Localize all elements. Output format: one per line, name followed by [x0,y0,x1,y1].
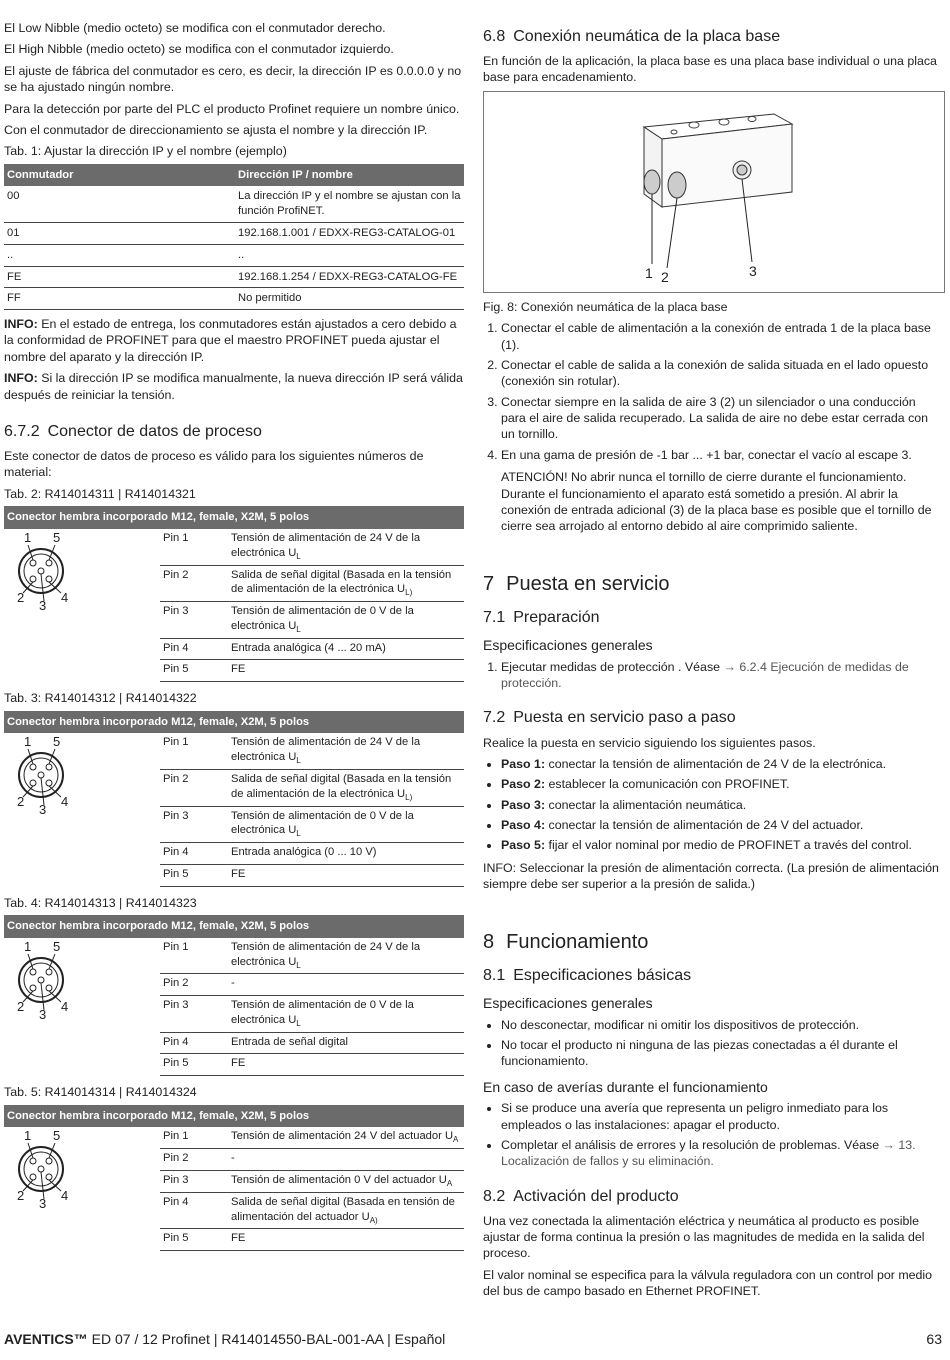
info-label: INFO: [4,371,38,386]
pin-description [228,1054,464,1076]
section-number: 8.1 [483,966,506,984]
pin-label: 5 [53,1128,61,1144]
pin-description [228,1170,464,1192]
pin-description-text: FE [231,663,246,676]
pin-description [228,733,464,769]
table-row [4,288,464,310]
pin-label: 2 [17,794,25,810]
pin-description [228,974,464,996]
pin-label: 1 [24,529,32,545]
pin-label: 1 [24,1128,32,1144]
base-plate-figure [483,91,945,293]
intro-line: El ajuste de fábrica del conmutador es cero, es decir, la dirección IP es 0.0.0.0 y no se ha ajustado ningún nombre. [4,63,462,95]
info-note [4,316,464,365]
prep-list [483,659,943,692]
pin-number: Pin 4 [160,638,228,660]
list-item: • Si se produce una avería que representa un peligro inmediato para los empleados o las instalaciones: apagar el producto. [501,1100,943,1133]
cross-ref-link[interactable]: → 13. Localización de fallos y su eliminación. [501,1137,916,1169]
table-caption: Tab. 4: R414014313 | R414014323 [4,895,197,910]
section-title: Preparación [513,609,600,627]
info-label: INFO: [4,317,38,332]
callout-3: 3 [749,262,757,279]
list-item [501,447,943,535]
pin-description [228,660,464,682]
section-heading [483,965,943,986]
section-title: Activación del producto [513,1187,679,1205]
pin-description-text: Salida de señal digital (Basada en tensión de alimentación del actuador U [231,1195,455,1223]
subscript: L [296,625,301,635]
ip-table [4,164,464,310]
pin-label: 5 [53,734,61,750]
pin-description-text: FE [231,867,246,880]
pin-number: Pin 4 [160,1032,228,1054]
step-text: establecer la comunicación con PROFINET. [548,777,790,792]
m12-connector-icon [4,938,160,1076]
pin-label: 2 [17,998,25,1014]
pin-description [228,602,464,639]
subscript: A) [369,1215,378,1225]
info-text: Si la dirección IP se modifica manualmente, la nueva dirección IP será válida después de reiniciar la tensión. [4,371,463,402]
list-item [501,797,943,813]
subscript: A [453,1135,459,1145]
table-row [4,1127,464,1148]
subscript: L [296,756,301,766]
pin-number: Pin 5 [160,660,228,682]
pin-description-text: Tensión de alimentación de 24 V de la electrónica U [231,940,421,968]
pin-description-text: - [231,1152,235,1165]
list-item [501,776,943,792]
pin-table-header: Conector hembra incorporado M12, female, X2M, 5 polos [4,1105,464,1128]
pin-label: 4 [61,998,69,1014]
step-label: Paso 5: [501,838,546,853]
pin-number: Pin 2 [160,974,228,996]
pin-label: 3 [39,1196,47,1212]
cell: La dirección IP y el nombre se ajustan con la función ProfiNET. [235,186,464,222]
list-item: 2. Conectar el cable de salida a la conexión de salida situada en el lado opuesto (conexión sin rotular). [501,357,943,390]
pin-description [228,864,464,886]
pin-description [228,638,464,660]
pin-number: Pin 5 [160,1054,228,1076]
list-item: • No tocar el producto ni ninguna de las piezas conectadas a él durante el funcionamiento. [501,1037,943,1070]
pin-label: 1 [24,734,32,750]
intro-line: Para la detección por parte del PLC el producto Profinet requiere un nombre único. [4,101,460,116]
pin-description [228,996,464,1033]
pin-number: Pin 5 [160,864,228,886]
pin-label: 1 [24,938,32,954]
callout-1: 1 [645,264,653,281]
pin-label: 2 [17,1188,25,1204]
pin-number: Pin 1 [160,938,228,974]
subheading: Especificaciones generales [483,637,653,654]
section-heading [483,1186,943,1207]
pin-label: 3 [39,1006,47,1022]
section-title: Conexión neumática de la placa base [513,28,781,45]
cross-ref-link[interactable]: → 6.2.4 Ejecución de medidas de protección. [501,659,909,691]
callout-2: 2 [661,268,669,285]
section-number: 7.2 [483,709,506,727]
pin-description-text: Tensión de alimentación de 0 V de la electrónica U [231,809,414,837]
cell: .. [4,244,235,266]
pin-description-text: Tensión de alimentación 0 V del actuador U [231,1173,447,1186]
chapter-number: 7 [483,572,495,595]
warning-note [501,469,943,535]
pin-label: 4 [61,1188,69,1204]
pin-number: Pin 4 [160,843,228,865]
list-item [501,756,943,772]
pin-number: Pin 2 [160,1149,228,1171]
pin-description [228,1127,464,1148]
info-note [4,370,464,403]
table-caption: Tab. 2: R414014311 | R414014321 [4,486,196,501]
footer-text: ED 07 / 12 Profinet | R414014550-BAL-001-AA | Español [87,1331,446,1347]
steps-list [483,320,943,535]
info-text: Seleccionar la presión de alimentación correcta. (La presión de alimentación siempre debe ser superior a la presión de salida.) [483,860,939,892]
pin-description-text: Tensión de alimentación de 24 V de la electrónica U [231,736,421,764]
section-title: Especificaciones básicas [513,966,692,984]
paragraph: En función de la aplicación, la placa base es una placa base individual o una placa base para encadenamiento. [483,54,937,85]
pin-description [228,1149,464,1171]
pin-description [228,529,464,565]
section-title: Conector de datos de proceso [47,422,262,440]
subscript: L [296,552,301,561]
pin-description [228,769,464,806]
m12-connector-icon [4,529,160,682]
table-row [4,244,464,266]
pin-number: Pin 2 [160,769,228,806]
pin-label: 2 [17,589,25,605]
pin-description-text: Tensión de alimentación de 0 V de la electrónica U [231,605,414,632]
pin-description-text: Tensión de alimentación de 0 V de la electrónica U [231,999,414,1026]
section-number: 6.8 [483,28,506,45]
pin-description-text: Entrada de señal digital [231,1035,348,1048]
chapter-title: Funcionamiento [506,930,649,953]
pin-label: 5 [53,938,61,954]
section-heading [483,607,943,628]
pin-description-text: FE [231,1057,246,1070]
pin-description [228,1192,464,1229]
pin-number: Pin 3 [160,806,228,843]
pin-label: 4 [61,794,69,810]
pin-description [228,938,464,974]
item-text: Completar el análisis de errores y la resolución de problemas. Véase [501,1137,883,1152]
info-note [483,860,943,893]
paragraph: Este conector de datos de proceso es válido para los siguientes números de material: [4,449,424,480]
subscript: L [296,829,301,839]
tab1-caption: Tab. 1: Ajustar la dirección IP y el nombre (ejemplo) [4,144,287,159]
table-row [4,938,464,974]
info-label: INFO: [483,860,517,875]
pin-description-text: - [231,977,235,990]
step-label: Paso 3: [501,797,546,812]
pin-description-text: Tensión de alimentación de 24 V de la electrónica U [231,531,421,559]
step-text: fijar el valor nominal por medio de PROFINET a través del control. [548,838,912,853]
pin-label: 3 [39,802,47,818]
pin-table [4,1105,464,1251]
page-footer [4,1330,445,1348]
warning-label: ATENCIÓN! [501,470,568,485]
cell: .. [235,244,464,266]
paragraph: Una vez conectada la alimentación eléctrica y neumática al producto es posible ajustar de forma continua la presión o las magnitudes de medida en la salida del proceso. [483,1213,925,1261]
pin-number: Pin 2 [160,565,228,602]
pin-description-text: Salida de señal digital (Basada en la tensión de alimentación de la electrónica U [231,772,452,800]
intro-line: El High Nibble (medio octeto) se modifica con el conmutador izquierdo. [4,42,394,57]
section-number: 6.7.2 [4,422,40,440]
subscript: L [296,1019,301,1029]
table-row [4,529,464,565]
col-header: Conmutador [4,164,235,187]
brand: AVENTICS™ [4,1331,88,1347]
m12-connector-icon [4,733,160,886]
pin-description-text: Salida de señal digital (Basada en la tensión de alimentación de la electrónica U [231,568,452,596]
cell: 01 [4,222,235,244]
left-column [4,20,464,1259]
pin-table [4,506,464,682]
pin-label: 5 [53,529,61,545]
chapter-number: 8 [483,930,495,953]
list-item [501,817,943,833]
section-title: Puesta en servicio paso a paso [513,709,736,727]
list-item: 1. Conectar el cable de alimentación a la conexión de entrada 1 de la placa base (1). [501,320,943,353]
pin-description [228,843,464,865]
step-text: conectar la tensión de alimentación de 24 V del actuador. [548,818,864,833]
cell: FF [4,288,235,310]
general-specs-list [483,1017,943,1070]
fault-list [483,1100,943,1170]
intro-line: El Low Nibble (medio octeto) se modifica con el conmutador derecho. [4,21,386,35]
table-row [4,733,464,769]
pin-number: Pin 1 [160,529,228,565]
step-label: Paso 4: [501,818,546,833]
pin-description-text: FE [231,1232,246,1245]
section-heading [4,421,464,442]
page-number: 63 [926,1331,942,1347]
pin-number: Pin 1 [160,733,228,769]
chapter-heading [483,571,943,597]
subscript: L) [405,792,413,802]
warning-text: No abrir nunca el tornillo de cierre durante el funcionamiento. Durante el funcionamiento el aparato está sometido a presión. Al abrir la conexión de entrada adicional (3) de la placa base es posible que el tornillo de cierre sea arrojado al entorno debido al aire comprimido saliente. [501,470,932,534]
section-number: 8.2 [483,1187,506,1205]
pin-number: Pin 5 [160,1229,228,1251]
m12-connector-icon [4,1127,160,1250]
table-row [4,266,464,288]
paragraph: Realice la puesta en servicio siguiendo los siguientes pasos. [483,735,816,750]
subheading: Especificaciones generales [483,995,653,1012]
step-label: Paso 1: [501,756,546,771]
subscript: A [446,1179,453,1189]
list-item: 3. Conectar siempre en la salida de aire 3 (2) un silenciador o una conducción para el aire de salida recuperado. La salida de aire no debe estar cerrada con un tornillo. [501,394,943,443]
right-column [483,26,943,1305]
pin-description-text: Tensión de alimentación 24 V del actuador U [231,1130,454,1143]
pin-table [4,711,464,887]
intro-line: Con el conmutador de direccionamiento se ajusta el nombre y la dirección IP. [4,122,428,137]
table-caption: Tab. 3: R414014312 | R414014322 [4,691,197,706]
pin-table-header: Conector hembra incorporado M12, female, X2M, 5 polos [4,711,464,734]
section-heading [483,26,943,47]
step-text: En una gama de presión de -1 bar ... +1 bar, conectar el vacío al escape 3. [501,447,912,462]
pin-table-header: Conector hembra incorporado M12, female, X2M, 5 polos [4,506,464,529]
pin-tables [4,486,464,1251]
figure-caption: Fig. 8: Conexión neumática de la placa base [483,299,728,314]
pin-number: Pin 3 [160,602,228,639]
cell: 00 [4,186,235,222]
chapter-title: Puesta en servicio [506,572,670,595]
pin-number: Pin 3 [160,996,228,1033]
cell: 192.168.1.001 / EDXX-REG3-CATALOG-01 [235,222,464,244]
step-text: conectar la tensión de alimentación de 24 V de la electrónica. [548,756,887,771]
table-caption: Tab. 5: R414014314 | R414014324 [4,1085,197,1100]
steps-bullets [483,756,943,854]
subheading: En caso de averías durante el funcionamiento [483,1078,768,1095]
paragraph: El valor nominal se especifica para la válvula reguladora con un control por medio del bus de campo basado en Ethernet PROFINET. [483,1267,933,1299]
list-item: • No desconectar, modificar ni omitir los dispositivos de protección. [501,1017,943,1033]
section-heading [483,707,943,728]
item-text: Ejecutar medidas de protección . Véase [501,659,724,674]
pin-table [4,915,464,1076]
pin-number: Pin 1 [160,1127,228,1148]
section-number: 7.1 [483,609,506,627]
cell: FE [4,266,235,288]
subscript: L [296,960,301,970]
pin-number: Pin 3 [160,1170,228,1192]
pin-table-header: Conector hembra incorporado M12, female, X2M, 5 polos [4,915,464,938]
chapter-heading [483,929,943,955]
pin-description-text: Entrada analógica (0 ... 10 V) [231,846,377,859]
base-plate-drawing [484,92,944,292]
pin-label: 4 [61,589,69,605]
step-text: conectar la alimentación neumática. [548,797,747,812]
list-item [501,659,943,692]
info-text: En el estado de entrega, los conmutadores están ajustados a cero debido a la conformidad de PROFINET para que el maestro PROFINET pueda ajustar el nombre del aparato y la dirección IP. [4,317,457,364]
pin-label: 3 [39,597,47,613]
pin-description [228,806,464,843]
pin-description [228,565,464,602]
col-header: Dirección IP / nombre [235,164,464,187]
table-row [4,222,464,244]
table-row [4,186,464,222]
list-item [501,1137,943,1170]
pin-number: Pin 4 [160,1192,228,1229]
pin-description-text: Entrada analógica (4 ... 20 mA) [231,641,386,654]
pin-description [228,1229,464,1251]
subscript: L) [405,588,413,598]
pin-description [228,1032,464,1054]
list-item [501,837,943,853]
cell: No permitido [235,288,464,310]
cell: 192.168.1.254 / EDXX-REG3-CATALOG-FE [235,266,464,288]
step-label: Paso 2: [501,777,546,792]
